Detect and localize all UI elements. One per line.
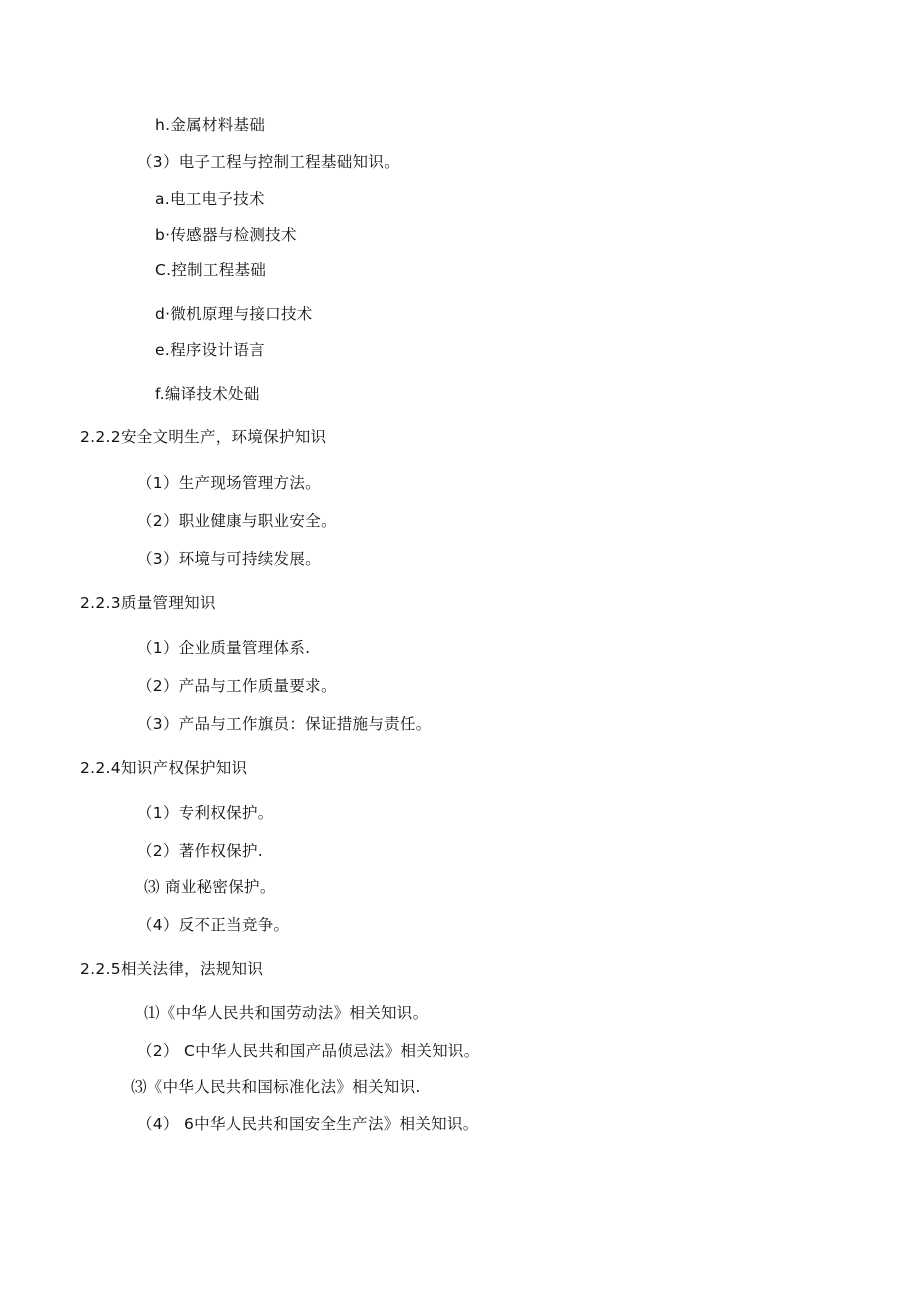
list-item: （3）环境与可持续发展。 bbox=[137, 550, 321, 568]
section-heading: 2.2.3质量管理知识 bbox=[80, 594, 216, 612]
section-heading: 2.2.2安全文明生产，环境保护知识 bbox=[80, 428, 327, 446]
list-item: （4） 6中华人民共和国安全生产法》相关知识。 bbox=[137, 1115, 479, 1133]
list-item: ⑶ 商业秘密保护。 bbox=[144, 878, 276, 896]
list-item: h.金属材料基础 bbox=[155, 116, 266, 134]
list-item: （1）专利权保护。 bbox=[137, 804, 274, 822]
list-item: d·微机原理与接口技术 bbox=[155, 305, 313, 323]
list-item: （2） C中华人民共和国产品侦忌法》相关知识。 bbox=[137, 1042, 480, 1060]
list-item: ⑶《中华人民共和国标准化法》相关知识. bbox=[131, 1078, 421, 1096]
list-item: f.编译技术处础 bbox=[155, 385, 260, 403]
list-item: （4）反不正当竞争。 bbox=[137, 916, 290, 934]
list-item: b·传感器与检测技术 bbox=[155, 226, 297, 244]
list-item: e.程序设计语言 bbox=[155, 341, 265, 359]
list-item: a.电工电子技术 bbox=[155, 190, 265, 208]
list-item: （2）产品与工作质量要求。 bbox=[137, 677, 337, 695]
list-item: （2）著作权保护. bbox=[137, 842, 263, 860]
list-item: （1）生产现场管理方法。 bbox=[137, 474, 321, 492]
list-item: （3）产品与工作旗员：保证措施与责任。 bbox=[137, 715, 432, 733]
section-heading: 2.2.4知识产权保护知识 bbox=[80, 759, 248, 777]
list-item: （2）职业健康与职业安全。 bbox=[137, 512, 337, 530]
list-item: （3）电子工程与控制工程基础知识。 bbox=[137, 153, 400, 171]
list-item: （1）企业质量管理体系. bbox=[137, 639, 311, 657]
list-item: C.控制工程基础 bbox=[155, 261, 267, 279]
section-heading: 2.2.5相关法律，法规知识 bbox=[80, 960, 264, 978]
list-item: ⑴《中华人民共和国劳动法》相关知识。 bbox=[144, 1004, 429, 1022]
